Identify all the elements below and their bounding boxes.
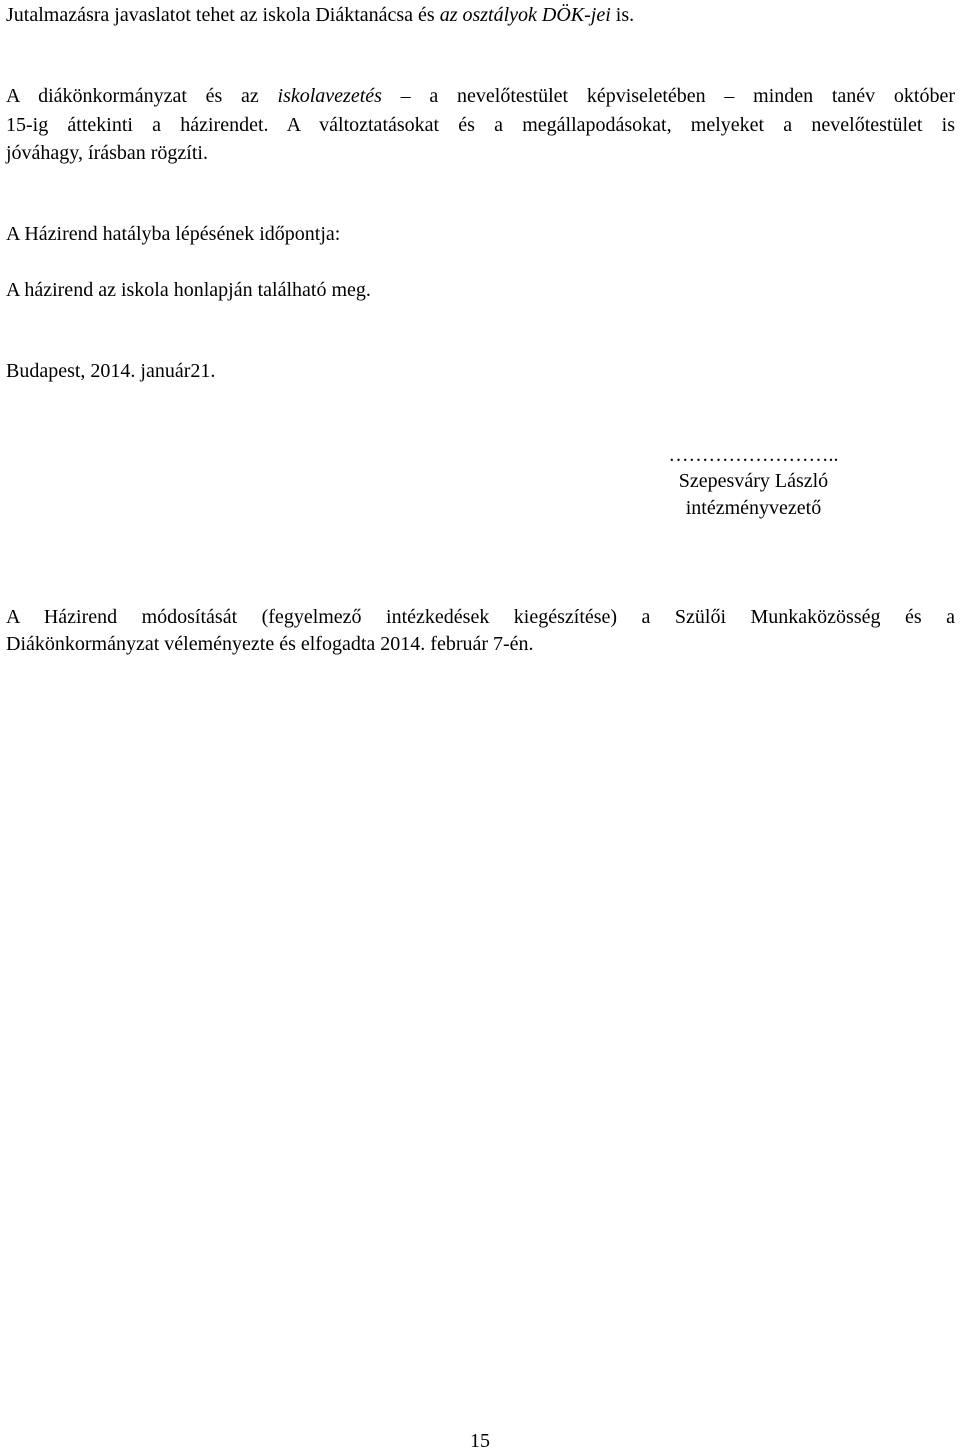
italic-segment: az osztályok DÖK-jei bbox=[439, 4, 611, 26]
signatory-title: intézményvezető bbox=[685, 497, 822, 519]
text-segment: is. bbox=[610, 4, 635, 26]
text-segment: Jutalmazásra javaslatot tehet az iskola Diáktanácsa és bbox=[6, 4, 440, 26]
italic-segment: iskolavezetés bbox=[277, 85, 382, 107]
amendment-line-1: A Házirend módosítását (fegyelmező intézkedések kiegészítése) a Szülői Munkaközösség és a bbox=[6, 606, 955, 628]
text-segment: – a nevelőtestület képviseletében – minden tanév október bbox=[381, 85, 955, 107]
paragraph-review-line-2: 15-ig áttekinti a házirendet. A változtatásokat és a megállapodásokat, melyeket a nevelőtestület is bbox=[6, 114, 955, 136]
place-and-date: Budapest, 2014. január21. bbox=[6, 360, 216, 382]
signature-line: …………………….. bbox=[668, 444, 839, 466]
paragraph-reward-proposal bbox=[6, 2, 634, 28]
page-number: 15 bbox=[470, 1430, 490, 1452]
signatory-name: Szepesváry László bbox=[678, 470, 829, 492]
paragraph-review-line-3: jóváhagy, írásban rögzíti. bbox=[6, 142, 208, 164]
paragraph-review-line-1 bbox=[6, 83, 955, 109]
text-segment: A diákönkormányzat és az bbox=[6, 85, 278, 107]
amendment-line-2: Diákönkormányzat véleményezte és elfogadta 2014. február 7-én. bbox=[6, 633, 534, 655]
effective-date-label: A Házirend hatályba lépésének időpontja: bbox=[6, 223, 341, 245]
website-note: A házirend az iskola honlapján található meg. bbox=[6, 279, 371, 301]
